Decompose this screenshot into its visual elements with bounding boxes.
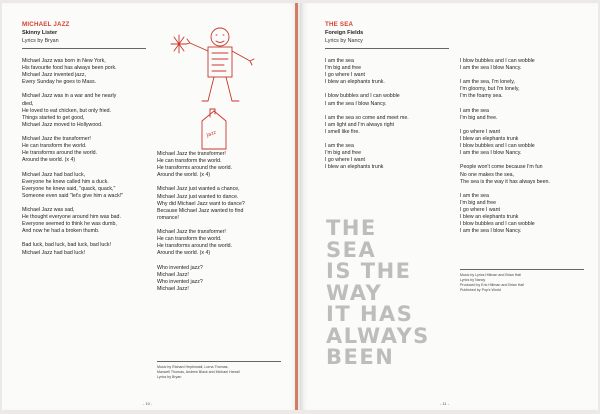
stanza: Michael Jazz had bad luck, Everyone he knew called him a duck. Everyone he knew said, "quack, quack," Someone even said "let's give him a wack!" (22, 171, 124, 199)
song-title: MICHAEL JAZZ (22, 21, 70, 28)
credits: Music by Richard Heptinstall, Lorna Thomas, Maxwell Thomas, Andrew Black and Michael Harrall Lyrics by Bryan (157, 365, 240, 379)
left-page (2, 3, 298, 410)
credits-rule (460, 269, 584, 270)
binding-edge (295, 3, 298, 410)
credits-rule (157, 361, 281, 362)
artist-name: Skinny Lister (22, 30, 58, 36)
lyricist: Lyrics by Nancy (325, 38, 363, 44)
star-doodle (171, 35, 187, 53)
credits: Music by Lyrics Hillman and Brian Hall Lyrics by Nancy Produced by Eric Hillman and Brian Hall Published by Pop's World (460, 273, 524, 292)
pull-quote-line: ALWAYS (326, 323, 430, 348)
page-number: - 10 - (143, 401, 153, 406)
stanza: I am the sea, I'm lonely, I'm gloomy, but I'm lonely, I'm the foamy sea. (460, 79, 520, 100)
stanza: I am the sea I'm big and free. (460, 107, 498, 121)
stanza: Michael Jazz the transformer! He can transform the world. He transforms around the world. Around the world. (x 4) (157, 229, 232, 257)
stanza: I am the sea I'm big and free I go where I want I blew an elephants trunk. (325, 58, 385, 86)
stanza: Michael Jazz just wanted a chance, Michael Jazz just wanted to dance. Why did Michael Jazz want to dance? Because Michael Jazz wanted to find romance! (157, 186, 245, 221)
stanza: Who invented jazz? Michael Jazz! Who invented jazz? Michael Jazz! (157, 264, 203, 292)
stanza: I blow bubbles and I can wobble I am the sea I blow Nancy. (460, 58, 535, 72)
stanza: I go where I want I blew an elephants trunk I blow bubbles and I can wobble I am the sea I blow Nancy. (460, 128, 535, 157)
pull-quote-line: BEEN (326, 345, 395, 369)
title-rule (325, 48, 449, 49)
pull-quote-line: WAY (326, 280, 383, 305)
lyrics-column-2 (460, 58, 595, 242)
right-page (300, 3, 598, 410)
song-title: THE SEA (325, 21, 354, 28)
child-drawing (162, 17, 267, 167)
stanza: People won't come because I'm fun No one makes the sea, The sea is the way it has always been. (460, 164, 550, 185)
lyrics-column-1 (22, 58, 152, 264)
pull-quote-line: SEA (326, 237, 377, 262)
stanza: I am the sea I'm big and free I go where I want I blew an elephants trunk (325, 143, 384, 171)
stanza: Michael Jazz the transformer! He can transform the world. He transforms around the world. Around the world. (x 4) (22, 136, 97, 164)
stanza: I blow bubbles and I can wobble I am the sea I blow Nancy. (325, 93, 400, 107)
pull-quote-line: IS THE (326, 259, 412, 283)
stanza: Michael Jazz the transformer! He can transform the world. He transforms around the world. Around the world. (x 4) (157, 151, 232, 179)
pull-quote (326, 218, 430, 369)
pull-quote-line: THE (326, 216, 377, 240)
title-rule (22, 48, 146, 49)
stanza: Michael Jazz was in a war and he nearly died, He loved to eat chicken, but only fried. Things started to get good, Michael Jazz moved to Hollywood. (22, 93, 117, 128)
page-number: - 11 - (440, 401, 450, 406)
lyrics-column-2 (157, 151, 287, 300)
stanza: I am the sea I'm big and free I go where I want I blew an elephants trunk I blow bubbles and I can wobble I am the sea I blow Nancy. (460, 192, 535, 235)
pull-quote-line: IT HAS (326, 302, 414, 326)
stanza: Michael Jazz was born in New York, His favourite food has always been pork. Michael Jazz invented jazz, Every Sunday he goes to Mass. (22, 58, 117, 86)
lyrics-column-1 (325, 58, 455, 179)
stanza: Michael Jazz was sad, He thought everyone around him was bad. Everyone seemed to think he was dumb, And now he had a broken thumb. (22, 206, 121, 235)
lyricist: Lyrics by Bryan (22, 38, 59, 44)
stanza: I am the sea so come and meet me. I am light and I'm always right I smell like fire. (325, 114, 409, 135)
artist-name: Foreign Fields (325, 30, 364, 36)
stanza: Bad luck, bad luck, bad luck, bad luck! Michael Jazz had bad luck! (22, 242, 112, 256)
drawing-sign-text: Jazz (205, 129, 218, 139)
